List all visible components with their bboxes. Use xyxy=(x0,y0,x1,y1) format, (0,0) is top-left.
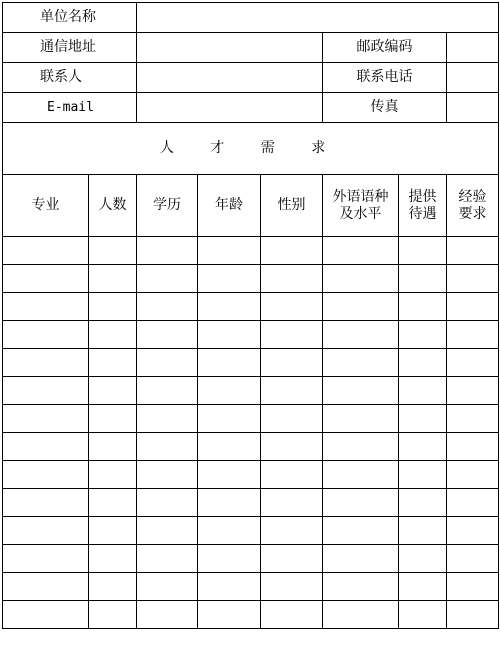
table-cell[interactable] xyxy=(137,405,198,433)
column-header-line1: 专业 xyxy=(31,197,60,214)
table-cell[interactable] xyxy=(3,433,89,461)
table-cell[interactable] xyxy=(137,461,198,489)
table-cell[interactable] xyxy=(447,573,499,601)
table-row xyxy=(3,573,499,601)
section-title-row xyxy=(3,123,499,175)
table-cell[interactable] xyxy=(323,349,399,377)
table-cell[interactable] xyxy=(447,293,499,321)
table-cell[interactable] xyxy=(89,237,137,265)
table-cell[interactable] xyxy=(261,265,323,293)
table-cell[interactable] xyxy=(261,321,323,349)
table-cell[interactable] xyxy=(137,377,198,405)
table-cell[interactable] xyxy=(3,545,89,573)
table-cell[interactable] xyxy=(447,321,499,349)
table-cell[interactable] xyxy=(447,601,499,629)
table-row xyxy=(3,489,499,517)
table-cell[interactable] xyxy=(399,517,447,545)
column-header-line1: 提供 xyxy=(408,188,437,205)
table-cell[interactable] xyxy=(137,265,198,293)
table-cell[interactable] xyxy=(447,377,499,405)
column-header-line1: 人数 xyxy=(98,197,127,214)
column-header xyxy=(198,175,261,237)
table-cell[interactable] xyxy=(399,489,447,517)
table-cell[interactable] xyxy=(198,321,261,349)
table-cell[interactable] xyxy=(323,461,399,489)
column-header-line1: 年龄 xyxy=(215,197,243,214)
postcode-label: 邮政编码 xyxy=(323,33,447,63)
table-cell[interactable] xyxy=(137,489,198,517)
table-cell[interactable] xyxy=(261,377,323,405)
table-cell[interactable] xyxy=(261,237,323,265)
table-cell[interactable] xyxy=(137,433,198,461)
column-header xyxy=(399,175,447,237)
table-row xyxy=(3,461,499,489)
table-cell[interactable] xyxy=(399,545,447,573)
table-cell[interactable] xyxy=(89,461,137,489)
column-header-line1: 学历 xyxy=(153,197,181,214)
table-cell[interactable] xyxy=(198,265,261,293)
column-header xyxy=(447,175,499,237)
phone-label: 联系电话 xyxy=(323,63,447,93)
email-field[interactable] xyxy=(137,93,323,123)
postcode-field[interactable] xyxy=(447,33,499,63)
table-cell[interactable] xyxy=(261,433,323,461)
table-row xyxy=(3,377,499,405)
table-cell[interactable] xyxy=(3,517,89,545)
table-cell[interactable] xyxy=(137,293,198,321)
table-cell[interactable] xyxy=(89,405,137,433)
table-cell[interactable] xyxy=(399,293,447,321)
contact-person-field[interactable] xyxy=(137,63,323,93)
column-header-line2: 要求 xyxy=(458,205,487,222)
table-cell[interactable] xyxy=(89,377,137,405)
table-cell[interactable] xyxy=(198,489,261,517)
unit-name-field[interactable] xyxy=(137,3,499,33)
table-cell[interactable] xyxy=(399,237,447,265)
table-row xyxy=(3,405,499,433)
table-cell[interactable] xyxy=(447,349,499,377)
column-header-line2: 及水平 xyxy=(339,205,382,222)
table-cell[interactable] xyxy=(137,321,198,349)
address-label: 通信地址 xyxy=(3,33,137,63)
table-cell[interactable] xyxy=(198,461,261,489)
table-row xyxy=(3,237,499,265)
table-cell[interactable] xyxy=(323,237,399,265)
table-cell[interactable] xyxy=(261,293,323,321)
table-cell[interactable] xyxy=(198,545,261,573)
table-cell[interactable] xyxy=(198,377,261,405)
table-cell[interactable] xyxy=(447,517,499,545)
table-cell[interactable] xyxy=(89,265,137,293)
table-cell[interactable] xyxy=(3,405,89,433)
table-cell[interactable] xyxy=(198,237,261,265)
fax-label: 传真 xyxy=(323,93,447,123)
table-cell[interactable] xyxy=(137,349,198,377)
table-cell[interactable] xyxy=(137,573,198,601)
table-cell[interactable] xyxy=(3,293,89,321)
table-cell[interactable] xyxy=(399,265,447,293)
column-header-line1: 性别 xyxy=(277,197,306,214)
table-cell[interactable] xyxy=(323,489,399,517)
table-cell[interactable] xyxy=(89,293,137,321)
table-cell[interactable] xyxy=(323,293,399,321)
fax-field[interactable] xyxy=(447,93,499,123)
table-cell[interactable] xyxy=(89,601,137,629)
table-row xyxy=(3,321,499,349)
table-cell[interactable] xyxy=(399,405,447,433)
table-cell[interactable] xyxy=(89,321,137,349)
table-cell[interactable] xyxy=(447,405,499,433)
table-cell[interactable] xyxy=(137,601,198,629)
table-cell[interactable] xyxy=(3,489,89,517)
column-header-line1: 外语语种 xyxy=(332,188,389,205)
table-cell[interactable] xyxy=(3,265,89,293)
table-cell[interactable] xyxy=(323,321,399,349)
column-header xyxy=(3,175,89,237)
table-cell[interactable] xyxy=(323,405,399,433)
info-row-address xyxy=(3,33,499,63)
table-cell[interactable] xyxy=(323,601,399,629)
column-header-line2: 待遇 xyxy=(408,205,437,222)
contact-person-label: 联系人 xyxy=(3,63,137,93)
table-cell[interactable] xyxy=(3,349,89,377)
table-cell[interactable] xyxy=(399,321,447,349)
table-cell[interactable] xyxy=(399,349,447,377)
table-row xyxy=(3,601,499,629)
table-cell[interactable] xyxy=(198,405,261,433)
table-cell[interactable] xyxy=(89,573,137,601)
table-cell[interactable] xyxy=(198,573,261,601)
table-cell[interactable] xyxy=(137,237,198,265)
table-cell[interactable] xyxy=(89,517,137,545)
table-cell[interactable] xyxy=(399,433,447,461)
table-cell[interactable] xyxy=(261,517,323,545)
column-header xyxy=(323,175,399,237)
info-row-email xyxy=(3,93,499,123)
table-cell[interactable] xyxy=(447,237,499,265)
table-cell[interactable] xyxy=(198,517,261,545)
table-cell[interactable] xyxy=(3,461,89,489)
phone-field[interactable] xyxy=(447,63,499,93)
table-cell[interactable] xyxy=(3,573,89,601)
table-cell[interactable] xyxy=(399,461,447,489)
table-cell[interactable] xyxy=(261,545,323,573)
info-row-unit-name xyxy=(3,3,499,33)
info-row-contact xyxy=(3,63,499,93)
table-cell[interactable] xyxy=(89,545,137,573)
table-cell[interactable] xyxy=(261,405,323,433)
table-cell[interactable] xyxy=(447,545,499,573)
email-label: E-mail xyxy=(3,93,137,123)
table-cell[interactable] xyxy=(447,265,499,293)
address-field[interactable] xyxy=(137,33,323,63)
table-cell[interactable] xyxy=(323,517,399,545)
table-row xyxy=(3,517,499,545)
table-cell[interactable] xyxy=(447,461,499,489)
table-cell[interactable] xyxy=(3,237,89,265)
table-row xyxy=(3,433,499,461)
table-cell[interactable] xyxy=(198,433,261,461)
table-cell[interactable] xyxy=(399,377,447,405)
table-cell[interactable] xyxy=(447,489,499,517)
table-cell[interactable] xyxy=(89,349,137,377)
table-cell[interactable] xyxy=(323,573,399,601)
table-cell[interactable] xyxy=(261,349,323,377)
table-cell[interactable] xyxy=(323,377,399,405)
table-cell[interactable] xyxy=(198,293,261,321)
unit-name-label: 单位名称 xyxy=(3,3,137,33)
column-header xyxy=(261,175,323,237)
table-cell[interactable] xyxy=(323,265,399,293)
table-cell[interactable] xyxy=(323,545,399,573)
table-row xyxy=(3,545,499,573)
table-cell[interactable] xyxy=(3,377,89,405)
table-cell[interactable] xyxy=(261,489,323,517)
section-title: 人 才 需 求 xyxy=(3,123,499,175)
table-row xyxy=(3,349,499,377)
data-rows xyxy=(3,237,499,629)
table-cell[interactable] xyxy=(399,601,447,629)
table-cell[interactable] xyxy=(399,573,447,601)
table-cell[interactable] xyxy=(89,433,137,461)
table-cell[interactable] xyxy=(198,349,261,377)
table-cell[interactable] xyxy=(198,601,261,629)
column-header-row xyxy=(3,175,499,237)
table-cell[interactable] xyxy=(3,601,89,629)
table-cell[interactable] xyxy=(323,433,399,461)
talent-demand-form xyxy=(2,2,499,629)
column-header xyxy=(137,175,198,237)
column-header xyxy=(89,175,137,237)
table-row xyxy=(3,293,499,321)
table-cell[interactable] xyxy=(3,321,89,349)
column-header-line1: 经验 xyxy=(458,188,487,205)
table-cell[interactable] xyxy=(261,601,323,629)
table-cell[interactable] xyxy=(261,461,323,489)
table-cell[interactable] xyxy=(261,573,323,601)
table-cell[interactable] xyxy=(137,545,198,573)
table-cell[interactable] xyxy=(137,517,198,545)
table-cell[interactable] xyxy=(89,489,137,517)
table-cell[interactable] xyxy=(447,433,499,461)
table-row xyxy=(3,265,499,293)
